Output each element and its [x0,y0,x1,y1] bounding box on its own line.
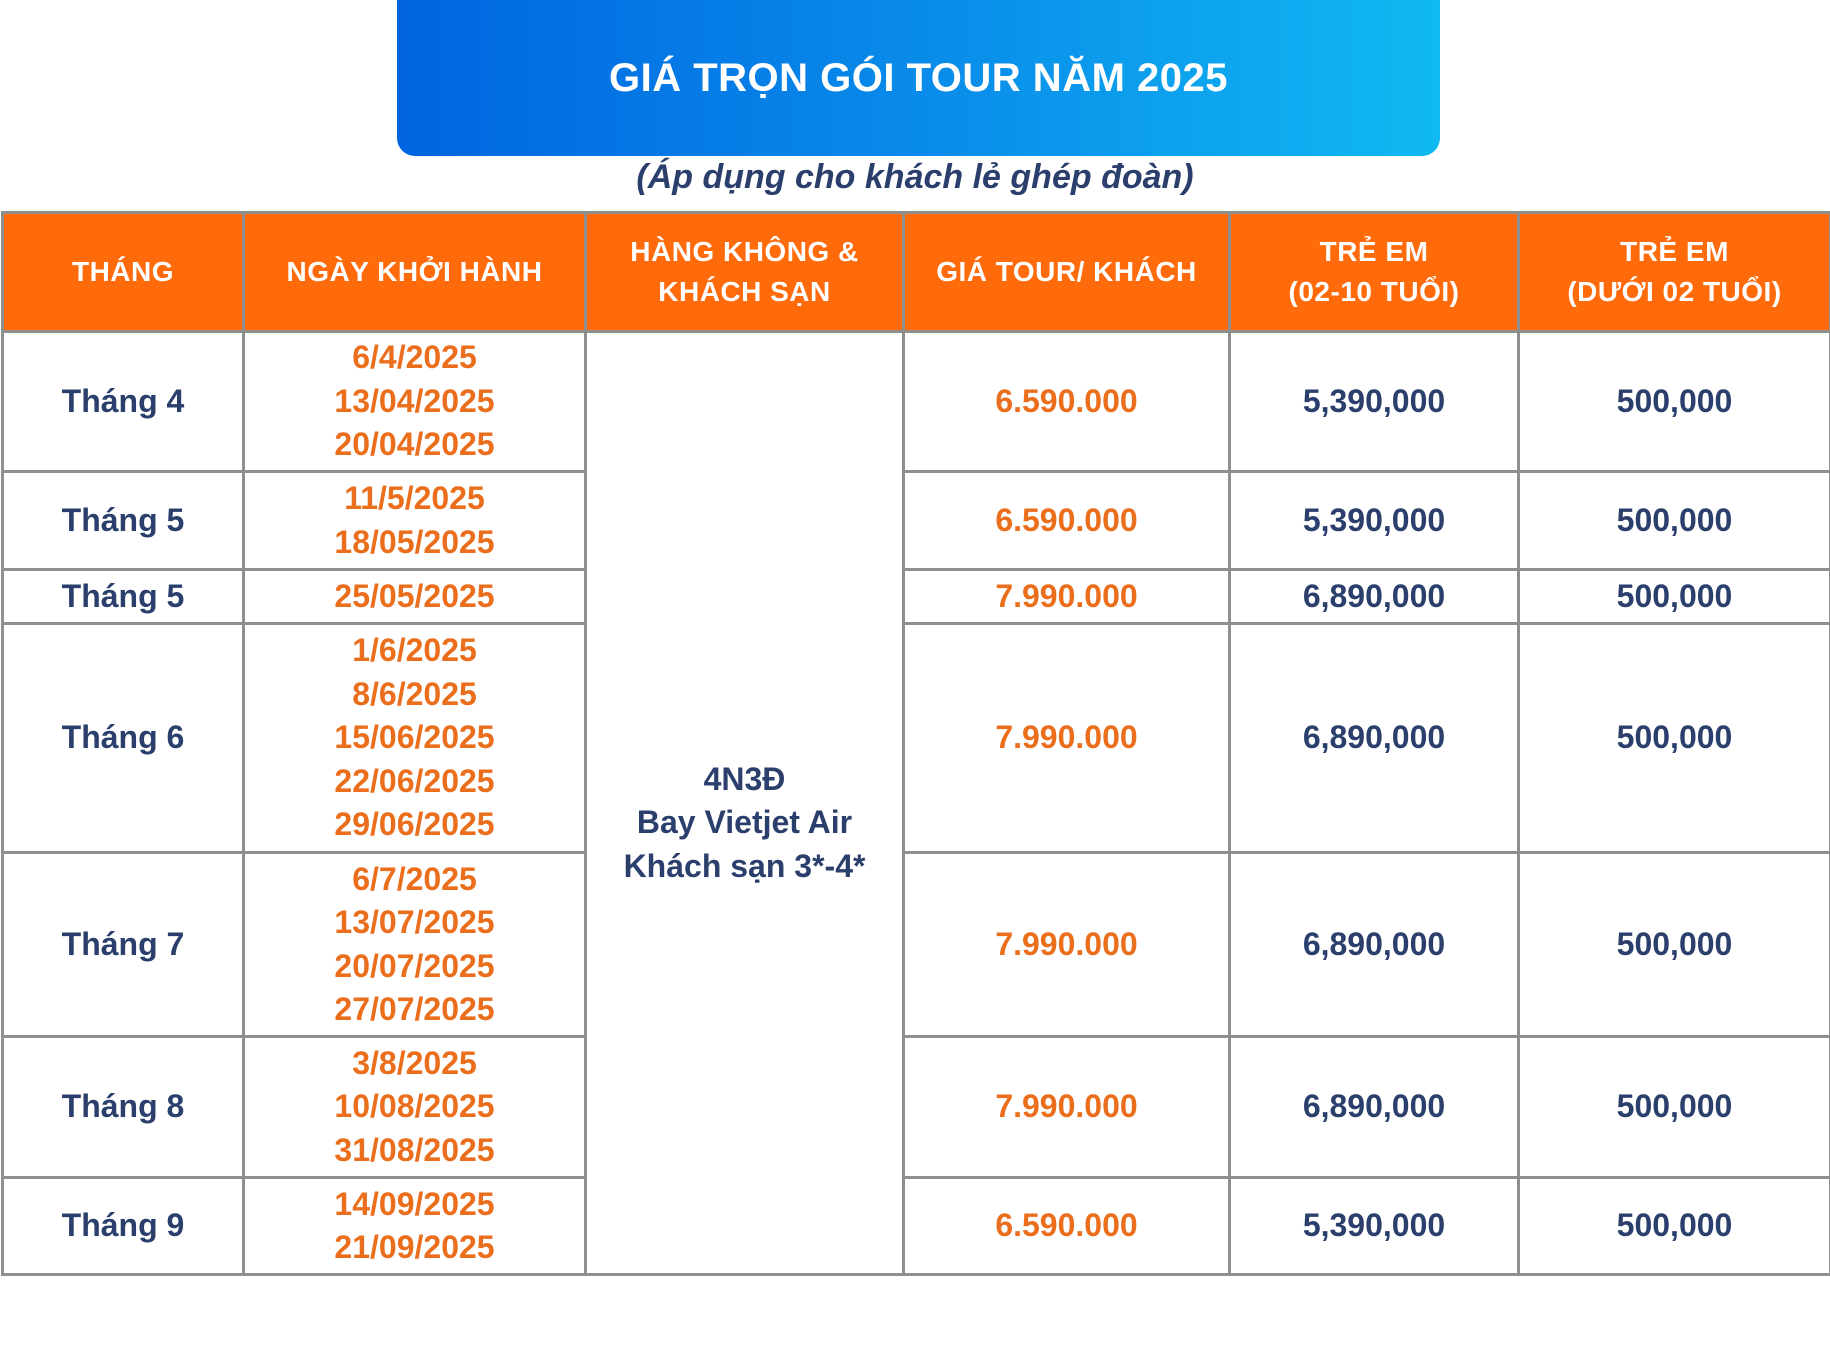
package-airline: Bay Vietjet Air [636,804,853,841]
departure-dates-cell [244,624,586,853]
table-row [3,1178,1830,1275]
departure-date: 31/08/2025 [334,1131,495,1168]
child-price-cell: 5,390,000 [1230,332,1519,472]
departure-dates-cell [244,472,586,570]
header-child-price [1230,213,1519,332]
header-airline-hotel [586,213,904,332]
title-banner [397,0,1440,156]
departure-date: 6/4/2025 [352,339,477,376]
month-cell: Tháng 8 [3,1037,244,1178]
tour-price-table [1,211,1830,1276]
departure-date: 20/04/2025 [334,426,495,463]
tour-price-cell: 7.990.000 [904,853,1230,1037]
child-price-cell: 6,890,000 [1230,570,1519,624]
tour-price-cell: 7.990.000 [904,1037,1230,1178]
header-infant-price [1519,213,1830,332]
header-child-line-2: (02-10 TUỔI) [1288,276,1460,307]
header-month: THÁNG [3,213,244,332]
month-cell: Tháng 4 [3,332,244,472]
child-price-cell: 5,390,000 [1230,472,1519,570]
header-infant-line-2: (DƯỚI 02 TUỔI) [1567,276,1782,307]
month-cell: Tháng 5 [3,570,244,624]
departure-date: 8/6/2025 [352,675,477,712]
departure-date: 22/06/2025 [334,762,495,799]
table-header-row [3,213,1830,332]
infant-price-cell: 500,000 [1519,1037,1830,1178]
page-title: GIÁ TRỌN GÓI TOUR NĂM 2025 [608,55,1228,100]
package-duration: 4N3Đ [703,760,786,797]
departure-dates-cell [244,1037,586,1178]
month-cell: Tháng 9 [3,1178,244,1275]
infant-price-cell: 500,000 [1519,1178,1830,1275]
infant-price-cell: 500,000 [1519,853,1830,1037]
departure-dates-cell [244,570,586,624]
table-row [3,853,1830,1037]
child-price-cell: 6,890,000 [1230,624,1519,853]
infant-price-cell: 500,000 [1519,332,1830,472]
header-airline-hotel-line-1: HÀNG KHÔNG & [630,236,859,267]
infant-price-cell: 500,000 [1519,472,1830,570]
departure-dates-cell [244,1178,586,1275]
airline-hotel-cell [586,332,904,1275]
tour-price-cell: 7.990.000 [904,624,1230,853]
header-child-line-1: TRẺ EM [1319,236,1429,267]
departure-date: 11/5/2025 [344,480,485,516]
header-departure-date: NGÀY KHỞI HÀNH [244,213,586,332]
departure-date: 10/08/2025 [334,1088,495,1125]
infant-price-cell: 500,000 [1519,570,1830,624]
child-price-cell: 6,890,000 [1230,1037,1519,1178]
tour-price-cell: 6.590.000 [904,1178,1230,1275]
package-hotel: Khách sạn 3*-4* [623,847,866,884]
departure-date: 20/07/2025 [334,947,495,984]
departure-dates-cell [244,853,586,1037]
child-price-cell: 6,890,000 [1230,853,1519,1037]
subtitle: (Áp dụng cho khách lẻ ghép đoàn) [636,158,1194,196]
departure-date: 25/05/2025 [334,577,495,614]
departure-date: 13/04/2025 [334,382,495,419]
table-row [3,570,1830,624]
month-cell: Tháng 6 [3,624,244,853]
departure-date: 6/7/2025 [352,860,477,897]
month-cell: Tháng 5 [3,472,244,570]
table-row [3,624,1830,853]
departure-date: 18/05/2025 [334,523,495,560]
departure-date: 27/07/2025 [334,991,495,1027]
departure-dates-cell [244,332,586,472]
table-row [3,472,1830,570]
infant-price-cell: 500,000 [1519,624,1830,853]
departure-date: 14/09/2025 [334,1185,495,1222]
departure-date: 15/06/2025 [334,719,495,756]
table-row [3,1037,1830,1178]
tour-price-cell: 6.590.000 [904,332,1230,472]
header-price: GIÁ TOUR/ KHÁCH [904,213,1230,332]
month-cell: Tháng 7 [3,853,244,1037]
child-price-cell: 5,390,000 [1230,1178,1519,1275]
header-airline-hotel-line-2: KHÁCH SẠN [658,276,831,307]
table-row [3,332,1830,472]
departure-date: 1/6/2025 [352,632,477,669]
departure-date: 13/07/2025 [334,904,495,940]
header-infant-line-1: TRẺ EM [1620,236,1729,267]
departure-date: 29/06/2025 [334,806,495,843]
departure-date: 3/8/2025 [352,1044,477,1081]
tour-price-cell: 6.590.000 [904,472,1230,570]
departure-date: 21/09/2025 [334,1229,495,1265]
tour-price-cell: 7.990.000 [904,570,1230,624]
